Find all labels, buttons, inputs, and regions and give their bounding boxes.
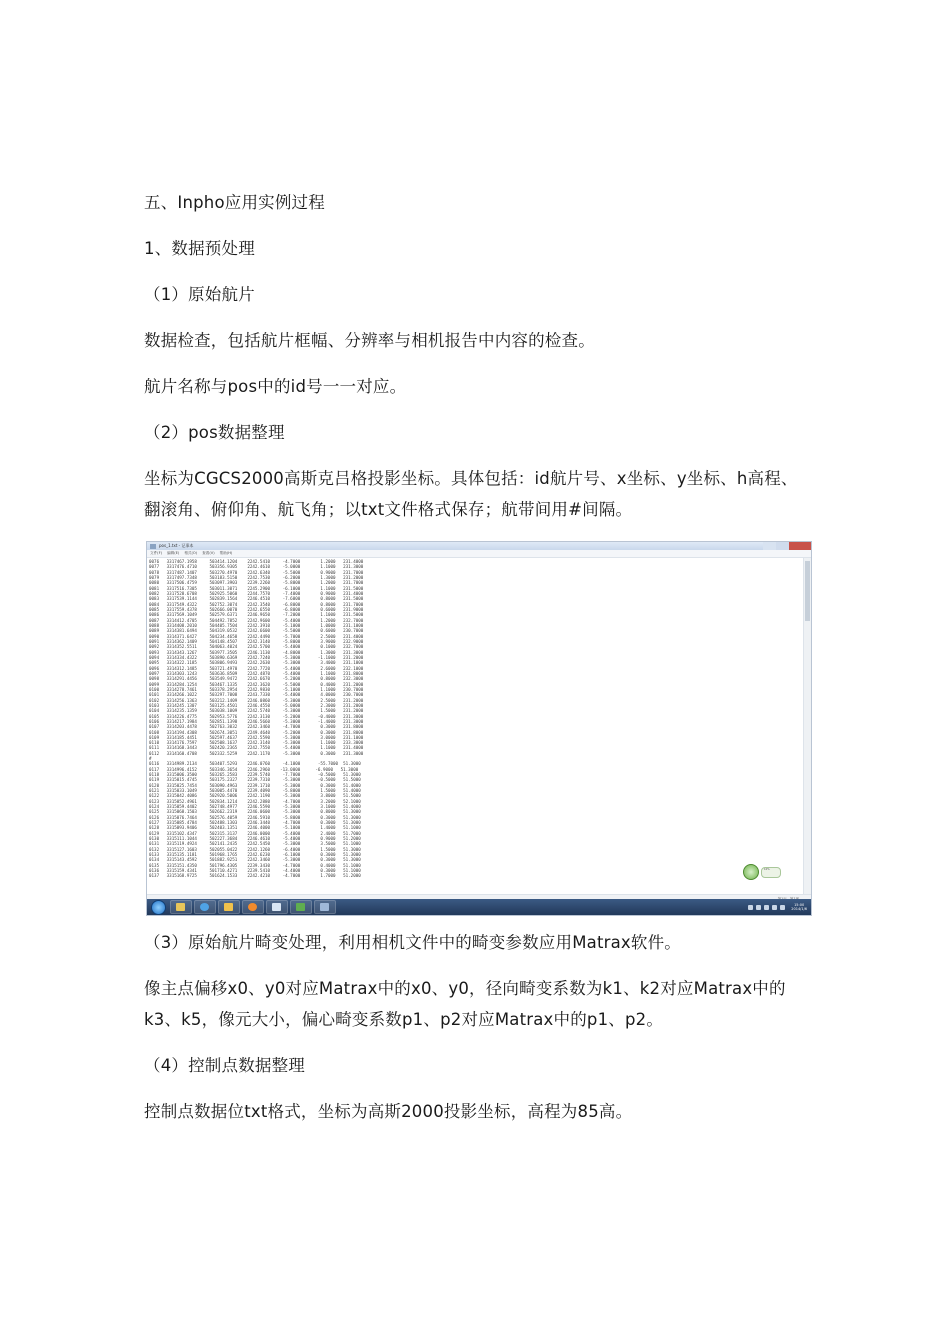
item-heading-2: （2）pos数据整理 xyxy=(144,423,285,442)
taskbar-window[interactable] xyxy=(314,900,336,914)
embedded-screenshot xyxy=(146,541,812,916)
clock-date: 2014/1/6 xyxy=(791,907,807,911)
folder-icon xyxy=(224,903,233,911)
menu-view[interactable]: 查看(V) xyxy=(202,551,215,555)
clock-time: 15:00 xyxy=(794,902,805,907)
tray-icon[interactable] xyxy=(764,905,769,910)
paragraph-distortion: 像主点偏移x0、y0对应Matrax中的x0、y0，径向畸变系数为k1、k2对应Matrax中的k3、k5，像元大小，偏心畸变系数p1、p2对应Matrax中的p1、p2。 xyxy=(144,979,786,1029)
taskbar-notepad[interactable] xyxy=(266,900,288,914)
taskbar xyxy=(147,899,811,915)
widget-label: 10% xyxy=(761,867,781,878)
tray-icon[interactable] xyxy=(748,905,753,910)
vertical-scrollbar[interactable] xyxy=(803,558,811,894)
taskbar-media[interactable] xyxy=(242,900,264,914)
item-heading-1: （1）原始航片 xyxy=(144,285,255,304)
menu-edit[interactable]: 编辑(E) xyxy=(167,551,180,555)
paragraph-control-points: 控制点数据位txt格式，坐标为高斯2000投影坐标，高程为85高。 xyxy=(144,1102,633,1121)
paragraph-coordinates: 坐标为CGCS2000高斯克吕格投影坐标。具体包括：id航片号、x坐标、y坐标、h高程、翻滚角、俯仰角、航飞角；以txt文件格式保存；航带间用#间隔。 xyxy=(144,469,798,519)
maximize-button[interactable] xyxy=(776,542,789,550)
paragraph-data-check: 数据检查，包括航片框幅、分辨率与相机报告中内容的检查。 xyxy=(144,331,595,350)
widget-circle-icon[interactable] xyxy=(743,864,759,880)
window-title-bar xyxy=(147,542,811,550)
menu-help[interactable]: 帮助(H) xyxy=(219,551,233,555)
editor-area xyxy=(147,558,811,894)
media-player-icon xyxy=(248,903,257,911)
subsection-heading: 1、数据预处理 xyxy=(144,239,255,258)
item-heading-4: （4）控制点数据整理 xyxy=(144,1056,305,1075)
tray-icon[interactable] xyxy=(756,905,761,910)
scroll-thumb[interactable] xyxy=(805,561,810,621)
item-heading-3: （3）原始航片畸变处理，利用相机文件中的畸变参数应用Matrax软件。 xyxy=(144,933,681,952)
clock[interactable] xyxy=(791,903,807,912)
paragraph-id-mapping: 航片名称与pos中的id号一一对应。 xyxy=(144,377,407,396)
tray-icon[interactable] xyxy=(780,905,785,910)
menu-bar xyxy=(147,550,811,558)
taskbar-folder[interactable] xyxy=(218,900,240,914)
notepad-icon xyxy=(272,903,281,911)
minimize-button[interactable] xyxy=(763,542,776,550)
taskbar-spreadsheet[interactable] xyxy=(290,900,312,914)
menu-file[interactable]: 文件(F) xyxy=(150,551,163,555)
explorer-icon xyxy=(176,903,185,911)
menu-format[interactable]: 格式(O) xyxy=(184,551,198,555)
window-title: pos_1.txt - 记事本 xyxy=(159,543,194,548)
window-controls xyxy=(763,542,811,550)
section-heading: 五、Inpho应用实例过程 xyxy=(144,193,325,212)
taskbar-explorer[interactable] xyxy=(170,900,192,914)
notepad-icon xyxy=(150,544,156,549)
close-button[interactable] xyxy=(789,542,811,550)
pos-data-text[interactable]: 0076 3317467.1958 503414.1204 2242.5410 -4.7000 1.2000 231.4000 0077 3317476.4710 503356.9305 2242.4610 -5.0000 1.1000 231.3000 0078 3317487.1407 503270.4970 2242.6340 -5.5000 0.9000 231.7000 0079 3317497.7348 503183.5150 2242.7530 -6.2000 1.3000 231.2000 0080 3317506.4759 503097.3903 2239.2260 -5.8000 1.2000 231.7000 0081 3317516.7305 503011.3071 2245.2900 -6.1000 1.1000 231.5000 0082 3317528.6708 502925.5060 2244.7570 -7.4000 0.9000 231.4000 0083 3317539.1144 502839.1564 2246.4510 -7.6000 0.8000 231.5000 0084 3317549.4322 502752.3074 2242.3540 -6.8000 0.8000 231.7000 0085 3317559.4378 502666.0070 2242.6550 -6.8000 0.6000 231.9000 0086 3317569.1049 502579.6371 2246.9650 -7.2000 1.1000 231.5000 0087 3314412.4705 504492.7852 2242.9600 -5.4000 1.2000 232.7000 0088 3314408.2010 504405.7504 2242.3910 -5.1000 1.0000 231.1000 0089 3314381.6494 504319.0532 2242.6600 -5.5000 0.6000 230.7000 0090 3314371.6427 504234.4658 2242.4490 -5.7000 2.5000 231.4000 0091 3314362.1409 504148.4507 2242.3140 -5.8000 3.9000 232.9000 0092 3314352.5511 504063.4024 2242.5700 -5.4000 0.1000 232.7000 0093 3314343.1267 503977.3505 2246.1130 -4.8000 1.3000 231.3000 0094 3314334.4322 503890.6369 2242.7240 -5.3000 -1.1000 231.2000 0095 3314322.1185 503806.9493 2242.2630 -5.3000 3.4000 231.1000 0096 3314312.1485 503721.4970 2242.7720 -5.4000 2.6000 232.1000 0097 3314303.1243 503636.8509 2242.4870 -5.4000 1.1000 231.8000 0098 3314291.4456 503549.9472 2242.6670 -5.2000 0.8000 232.3000 0099 3314284.1254 503467.1335 2242.3620 -5.5000 0.4000 231.2000 0100 3314278.7461 503378.2954 2242.9830 -5.1000 1.1000 230.7000 0101 3314266.1022 503297.7008 2243.7330 -5.4000 4.0000 230.7000 0102 3314256.1363 503212.1409 2246.0860 -5.3000 2.5000 231.2000 0103 3314245.1307 503125.4501 2246.4550 -5.0000 2.3000 231.2000 0104 3314235.1359 503038.1009 2242.5740 -5.3000 1.5000 231.2000 0105 3314226.4775 502953.5776 2242.3130 -5.2000 -0.4000 231.3000 0106 3314217.1984 502851.1398 2246.5660 -5.3000 -1.4000 231.3000 0107 3314203.4478 502763.3032 2242.3460 -4.7000 0.3000 231.8000 0108 3314194.4308 502674.3051 2249.4640 -5.2000 0.3000 231.8000 0109 3314185.4451 502597.4637 2242.5590 -5.3000 3.0000 231.1000 0110 3314176.7597 502508.1637 2242.3140 -5.3000 1.1000 233.3000 0111 3314168.3443 502420.2365 2242.7550 -5.4000 1.1000 231.4000 0112 3314160.4708 502332.5259 2242.1170 -5.3000 0.3000 231.3000 # 0116 3314989.2134 503407.5293 2246.0760 -4.1000 -55.7000 51.3000 0117 3314996.4152 503346.3654 2246.2960 -13.0000 -6.9000 51.3000 0118 3315006.3500 503265.2583 2239.5740 -7.7000 -0.5000 51.3000 0119 3315015.4745 503175.2327 2239.7310 -5.3000 -0.5000 51.5000 0120 3315025.7454 503090.4963 2239.1710 -5.3000 0.3000 51.4000 0121 3315033.1049 503005.4470 2239.4090 -5.8000 1.5000 51.4000 0122 3315042.4086 502920.5006 2242.1190 -5.3000 3.8000 51.5000 0123 3315052.4961 502834.1214 2242.2880 -4.7000 3.2000 52.1000 0124 3315059.4402 502748.4977 2246.5590 -5.3000 3.1000 51.4000 0125 3315068.1503 502662.2319 2246.0600 -5.3000 0.8000 51.3000 0126 3315076.7464 502576.4059 2246.5910 -5.8000 0.3000 51.3000 0127 3315085.4784 502488.1303 2246.3440 -4.7000 0.3000 51.3000 0128 3315093.9406 502403.1351 2246.4000 -5.1000 1.4000 51.1000 0129 3315102.4347 502315.3137 2246.0000 -5.4000 2.4000 51.7000 0130 3315111.1044 502227.3684 2246.4610 -5.4000 0.9000 51.2000 0131 3315119.4924 502141.2435 2242.5450 -5.3000 3.5000 51.1000 0132 3315127.1603 502055.0422 2242.1260 -6.4000 1.5000 51.3000 0133 3315135.1181 501968.1765 2242.6230 -6.1000 0.3000 51.3000 0134 3315143.4592 501882.9251 2242.3460 -5.3000 0.3000 51.3000 0135 3315151.4350 501796.4305 2239.3430 -4.7000 0.4000 51.1000 0136 3315159.4341 501710.4271 2239.5410 -4.4000 0.3000 51.1000 0137 3315168.9725 501624.1533 2242.4210 -4.7000 1.7000 51.2000 xyxy=(149,559,364,879)
system-tray xyxy=(748,903,811,912)
window-icon xyxy=(320,903,329,911)
spreadsheet-icon xyxy=(296,903,305,911)
floating-widget[interactable] xyxy=(743,864,781,880)
start-orb-icon[interactable] xyxy=(151,900,166,915)
tray-icon[interactable] xyxy=(772,905,777,910)
taskbar-ie[interactable] xyxy=(194,900,216,914)
ie-icon xyxy=(200,903,209,911)
